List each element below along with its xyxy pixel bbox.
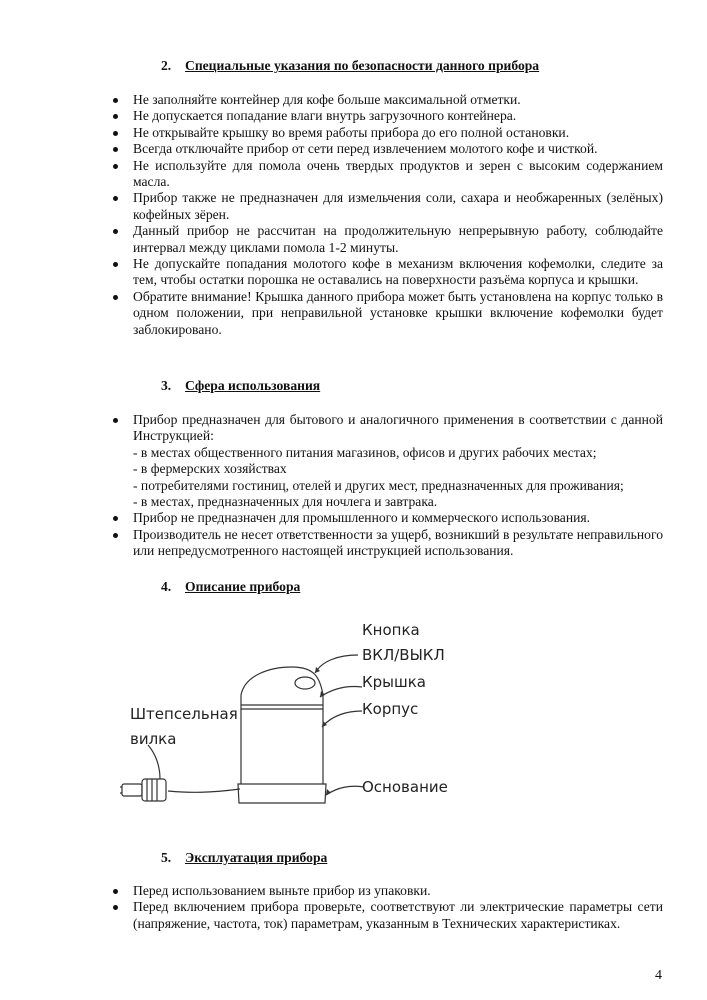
usage-list bbox=[107, 412, 663, 560]
label-button-line1: Кнопка bbox=[362, 621, 420, 639]
section-4-heading bbox=[161, 579, 300, 595]
list-item: Данный прибор не рассчитан на продолжительную непрерывную работу, соблюдайте интервал между циклами помола 1-2 минуты. bbox=[107, 223, 663, 256]
label-button-line2: ВКЛ/ВЫКЛ bbox=[362, 646, 445, 664]
usage-sub-item: - потребителями гостиниц, отелей и других мест, предназначенных для проживания; bbox=[133, 477, 624, 493]
usage-sub-item: - в местах общественного питания магазинов, офисов и других рабочих местах; bbox=[133, 444, 597, 460]
usage-sub-item: - в местах, предназначенных для ночлега и завтрака. bbox=[133, 494, 438, 510]
usage-intro: Прибор предназначен для бытового и аналогичного применения в соответствии с данной Инструкцией: bbox=[133, 412, 663, 444]
section-3-title: Сфера использования bbox=[185, 378, 321, 393]
operation-list bbox=[107, 883, 663, 932]
list-item: Перед включением прибора проверьте, соответствуют ли электрические параметры сети (напряжение, частота, ток) параметрам, указанным в Технических характеристиках. bbox=[107, 899, 663, 932]
list-item: Производитель не несет ответственности за ущерб, возникший в результате неправильного или непредусмотренного настоящей инструкцией использования. bbox=[107, 527, 663, 560]
section-5-title: Эксплуатация прибора bbox=[185, 850, 328, 865]
list-item: Не открывайте крышку во время работы прибора до его полной остановки. bbox=[107, 125, 663, 141]
section-4-number: 4. bbox=[161, 579, 172, 594]
section-4-title: Описание прибора bbox=[185, 579, 301, 594]
label-plug-line1: Штепсельная bbox=[130, 705, 238, 723]
plug-body bbox=[142, 779, 166, 801]
section-5-heading bbox=[161, 850, 327, 866]
list-item: Не заполняйте контейнер для кофе больше максимальной отметки. bbox=[107, 92, 663, 108]
label-body: Корпус bbox=[362, 700, 419, 718]
list-item: Обратите внимание! Крышка данного прибора может быть установлена на корпус только в одном положении, при неправильной установке крышки включение кофемолки будет заблокировано. bbox=[107, 289, 663, 338]
list-item: Всегда отключайте прибор от сети перед извлечением молотого кофе и чисткой. bbox=[107, 141, 663, 157]
plug-prongs bbox=[122, 784, 142, 796]
power-button bbox=[295, 677, 315, 689]
list-item: Перед использованием выньте прибор из упаковки. bbox=[107, 883, 663, 899]
section-2-title: Специальные указания по безопасности данного прибора bbox=[185, 58, 540, 73]
list-item: Прибор не предназначен для промышленного и коммерческого использования. bbox=[107, 510, 663, 526]
list-item bbox=[107, 412, 663, 510]
section-3-heading bbox=[161, 378, 320, 394]
page-number: 4 bbox=[655, 968, 662, 983]
label-plug-line2: вилка bbox=[130, 730, 177, 748]
safety-list bbox=[107, 92, 663, 338]
label-lid: Крышка bbox=[362, 673, 426, 691]
grinder-base bbox=[238, 784, 326, 803]
list-item: Прибор также не предназначен для измельчения соли, сахара и необжаренных (зелёных) кофейных зёрен. bbox=[107, 190, 663, 223]
grinder-body bbox=[241, 709, 323, 784]
usage-sub-item: - в фермерских хозяйствах bbox=[133, 461, 287, 477]
list-item: Не используйте для помола очень твердых продуктов и зерен с высоким содержанием масла. bbox=[107, 158, 663, 191]
list-item: Не допускайте попадания молотого кофе в механизм включения кофемолки, следите за тем, чтобы остатки порошка не оставались на поверхности разъёма корпуса и крышки. bbox=[107, 256, 663, 289]
section-2-number: 2. bbox=[161, 58, 172, 73]
section-2-heading bbox=[161, 58, 539, 74]
label-base: Основание bbox=[362, 778, 448, 796]
power-cord bbox=[168, 789, 240, 792]
section-5-number: 5. bbox=[161, 850, 172, 865]
list-item: Не допускается попадание влаги внутрь загрузочного контейнера. bbox=[107, 108, 663, 124]
grinder-diagram bbox=[100, 615, 480, 820]
section-3-number: 3. bbox=[161, 378, 172, 393]
